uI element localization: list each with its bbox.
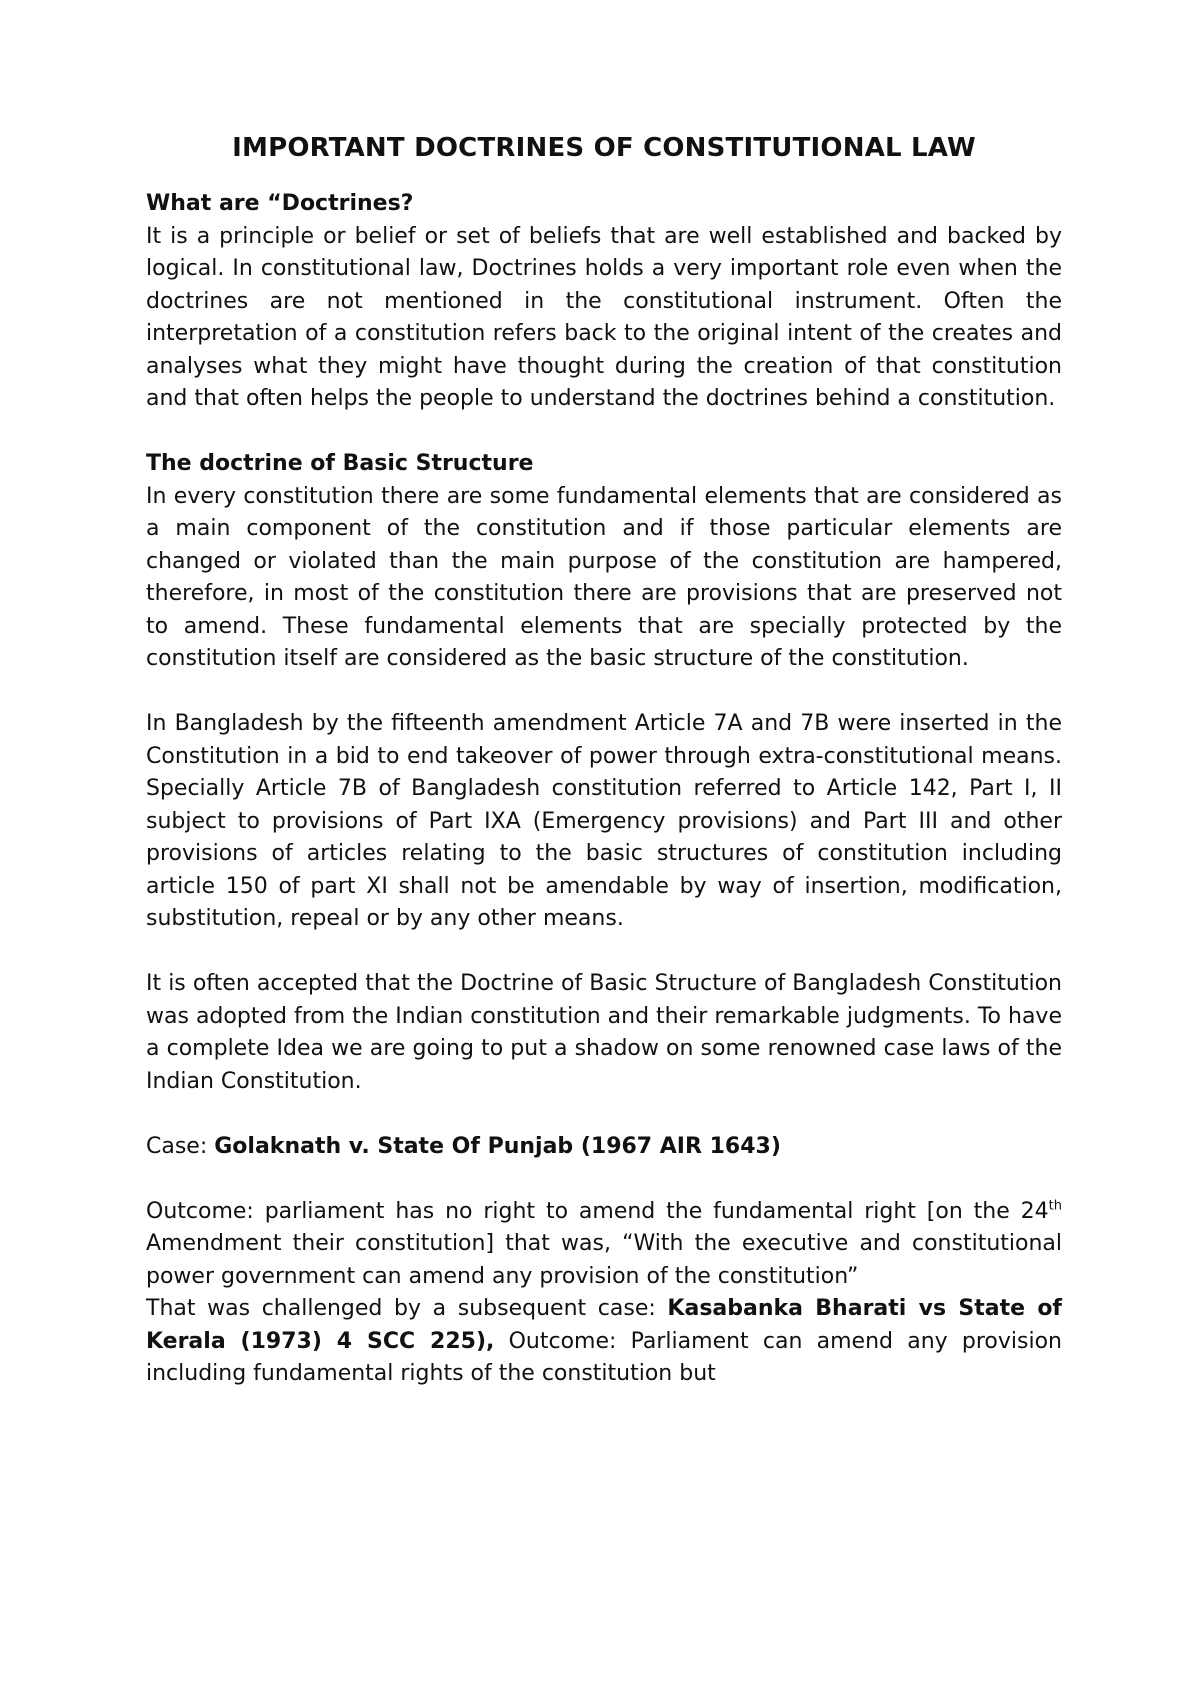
paragraph-spacer [146,936,1062,969]
challenge-case-name: Kasabanka Bharati vs State of Kerala (1973) 4 SCC 225), [146,1296,1062,1354]
challenge-paragraph [146,1293,1062,1391]
basic-structure-paragraph-2: In Bangladesh by the fifteenth amendment Article 7A and 7B were inserted in the Constitution in a bid to end takeover of power through extra-constitutional means. Specially Article 7B of Bangladesh constitution referred to Article 142, Part I, II subject to provisions of Part IXA (Emergency provisions) and Part III and other provisions of articles relating to the basic structures of constitution including article 150 of part XI shall not be amendable by way of insertion, modification, substitution, repeal or by any other means. [146,711,1062,931]
paragraph-spacer [146,1163,1062,1196]
basic-structure-paragraph-3: It is often accepted that the Doctrine of Basic Structure of Bangladesh Constitution was adopted from the Indian constitution and their remarkable judgments. To have a complete Idea we are going to put a shadow on some renowned case laws of the Indian Constitution. [146,971,1062,1094]
section-heading-doctrines: What are “Doctrines? [146,191,414,216]
paragraph-spacer [146,1098,1062,1131]
paragraph-spacer [146,676,1062,709]
case-name: Golaknath v. State Of Punjab (1967 AIR 1643) [214,1133,781,1159]
outcome-paragraph [146,1196,1062,1294]
outcome-superscript: th [1048,1198,1062,1214]
case-line [146,1131,1062,1164]
paragraph-spacer [146,416,1062,449]
case-label: Case: [146,1133,215,1159]
outcome-text-after: Amendment their constitution] that was, “With the executive and constitutional power government can amend any provision of the constitution” [146,1231,1062,1289]
document-page [146,130,1062,1391]
document-title: IMPORTANT DOCTRINES OF CONSTITUTIONAL LAW [232,133,976,163]
section-heading-basic-structure: The doctrine of Basic Structure [146,451,534,476]
doctrines-paragraph: It is a principle or belief or set of beliefs that are well established and backed by logical. In constitutional law, Doctrines holds a very important role even when the doctrines are not mentioned in the constitutional instrument. Often the interpretation of a constitution refers back to the original intent of the creates and analyses what they might have thought during the creation of that constitution and that often helps the people to understand the doctrines behind a constitution. [146,223,1062,411]
basic-structure-paragraph-1: In every constitution there are some fundamental elements that are considered as a main component of the constitution and if those particular elements are changed or violated than the main purpose of the constitution are hampered, therefore, in most of the constitution there are provisions that are preserved not to amend. These fundamental elements that are specially protected by the constitution itself are considered as the basic structure of the constitution. [146,483,1062,671]
challenge-text-before: That was challenged by a subsequent case: [146,1296,668,1321]
challenge-text-after: Outcome: Parliament can amend any provision including fundamental rights of the constitution but [146,1328,1062,1386]
outcome-text-before: Outcome: parliament has no right to amend the fundamental right [on the 24 [146,1198,1049,1224]
